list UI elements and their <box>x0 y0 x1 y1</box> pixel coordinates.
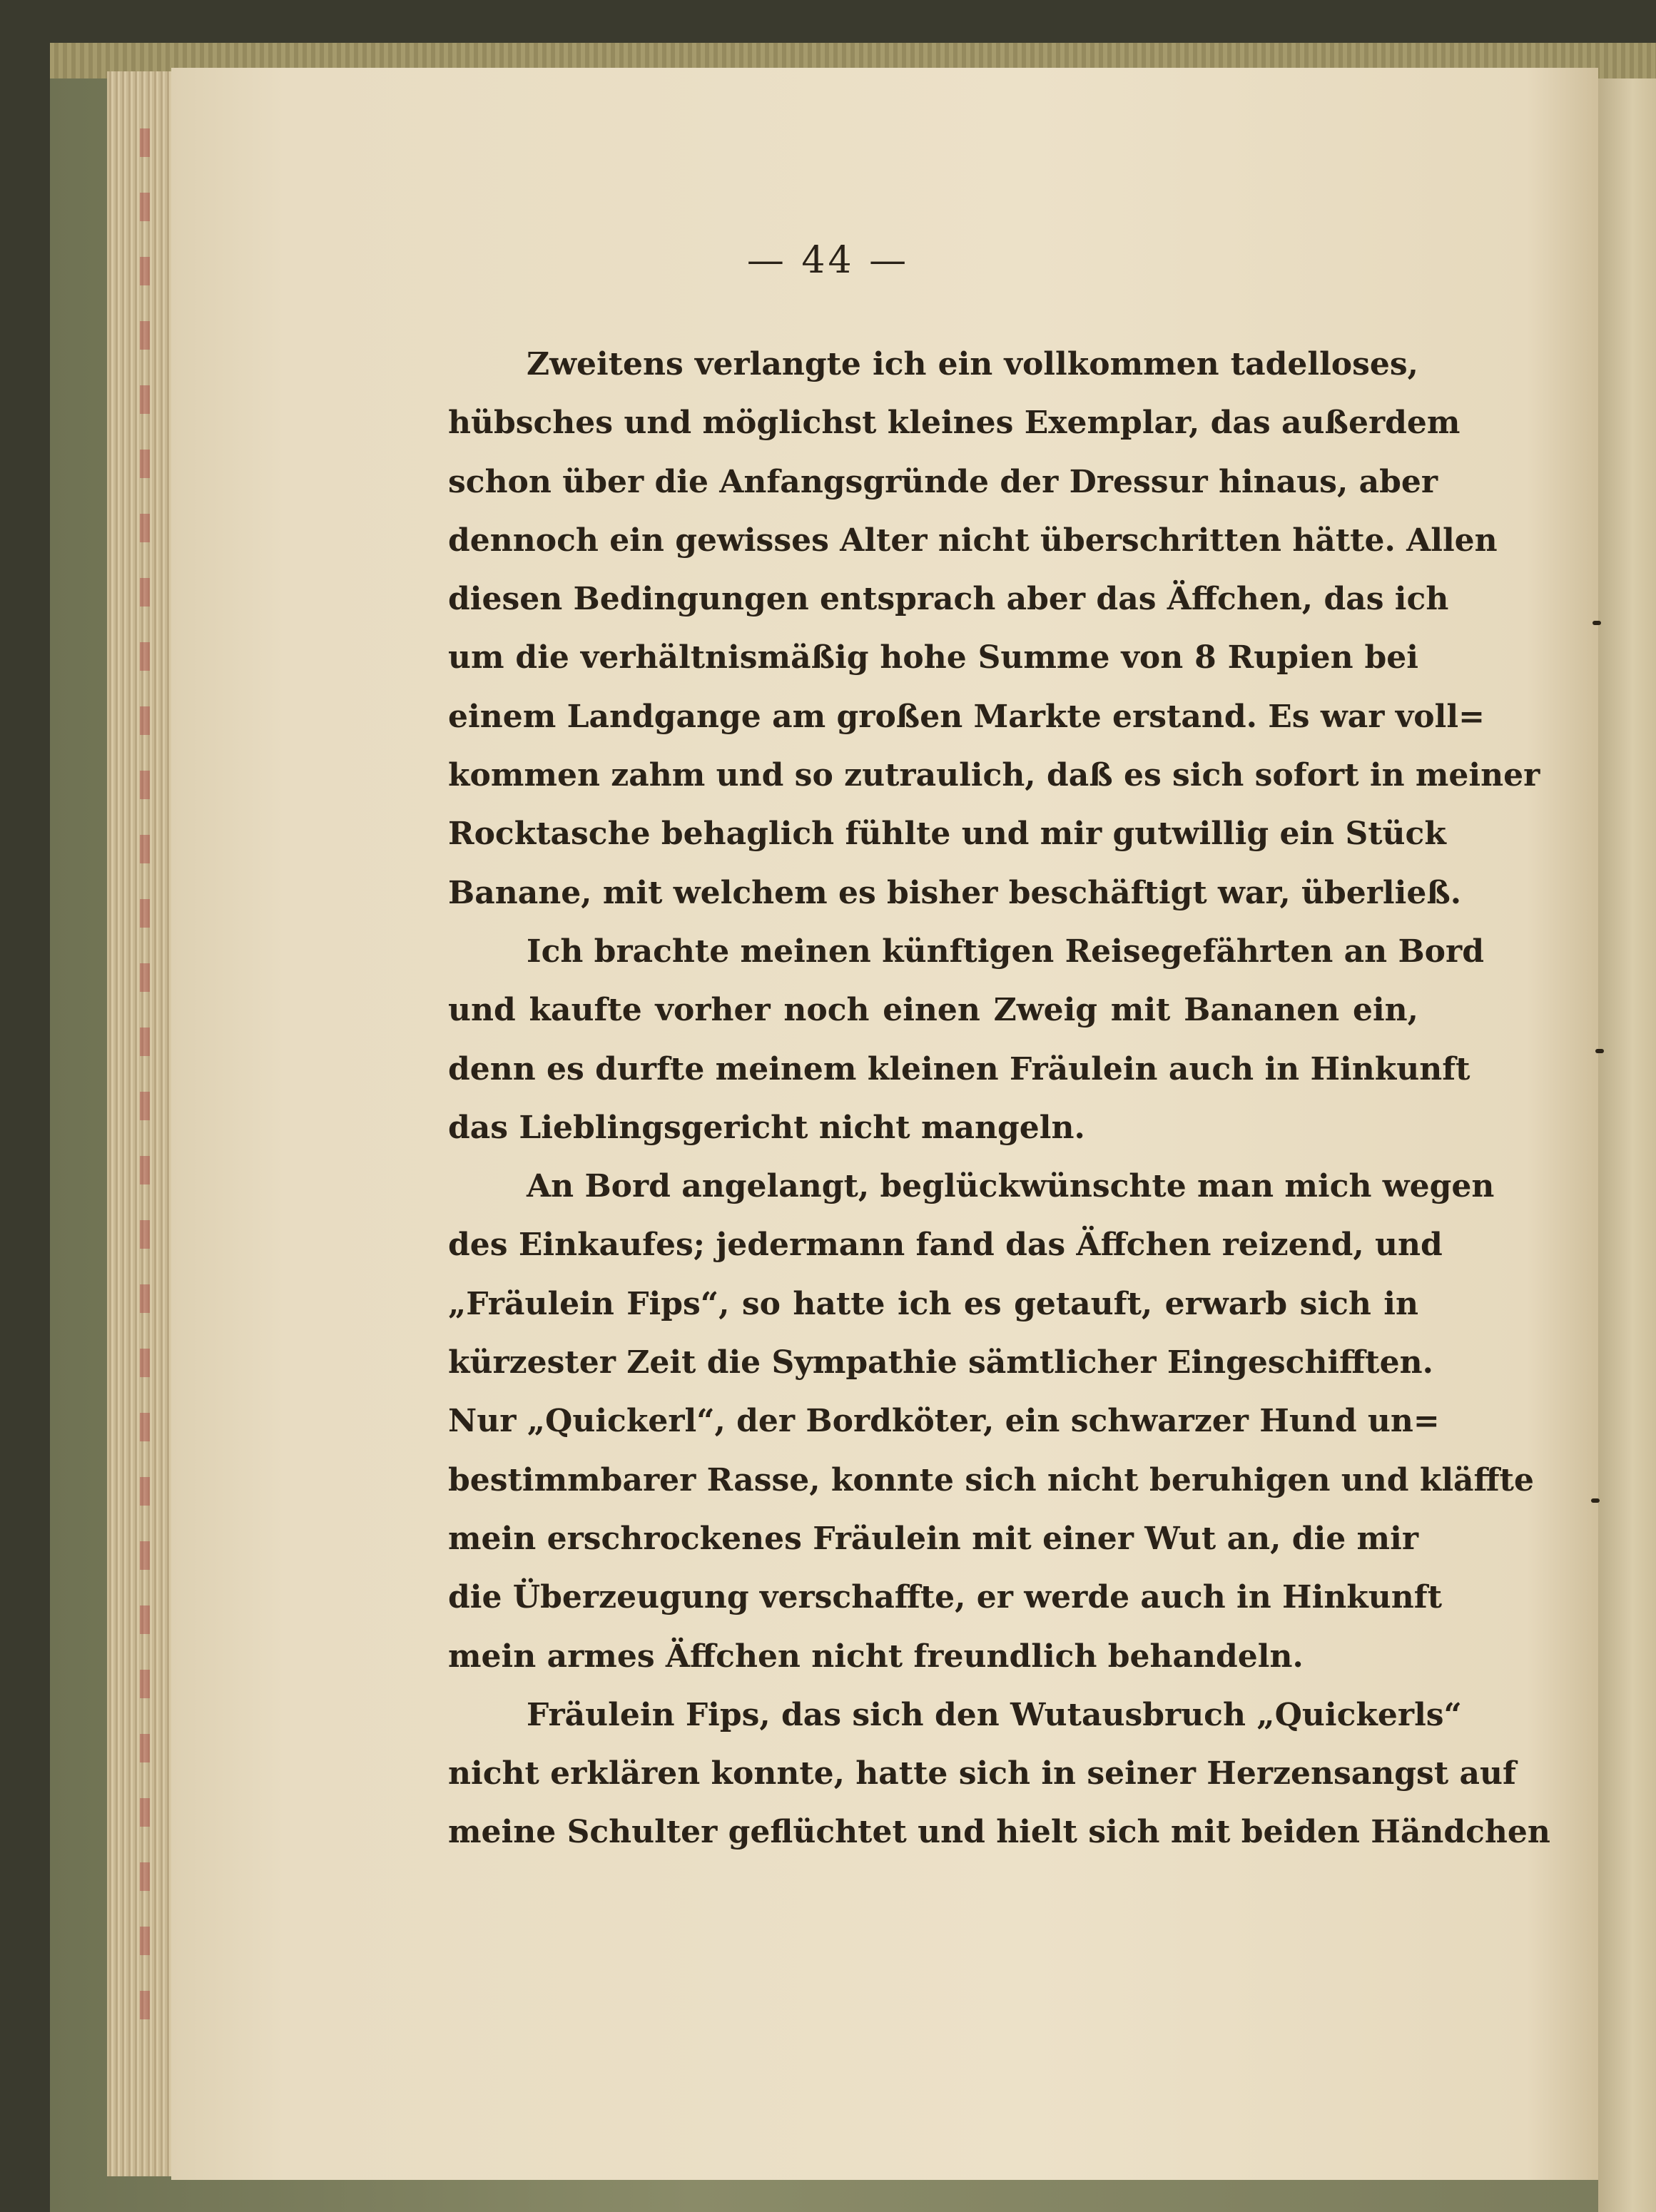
page-body-text <box>448 335 1550 1862</box>
text-line: schon über die Anfangsgründe der Dressur hinaus, aber <box>448 463 1438 500</box>
text-line: des Einkaufes; jedermann fand das Äffchen reizend, und <box>448 1227 1443 1264</box>
text-line: einem Landgange am großen Markte erstand. Es war voll= <box>448 698 1485 735</box>
next-page-edge <box>1598 78 1656 2212</box>
text-line: Banane, mit welchem es bisher beschäftigt war, überließ. <box>448 874 1462 911</box>
text-line: „Fräulein Fips“, so hatte ich es getauft, erwarb sich in <box>448 1285 1418 1322</box>
text-line: und kaufte vorher noch einen Zweig mit Bananen ein, <box>448 992 1418 1029</box>
text-line: um die verhältnismäßig hohe Summe von 8 Rupien bei <box>448 639 1418 676</box>
text-line: denn es durfte meinem kleinen Fräulein auch in Hinkunft <box>448 1050 1470 1087</box>
text-line: bestimmbarer Rasse, konnte sich nicht beruhigen und kläffte <box>448 1461 1534 1498</box>
text-line: Ich brachte meinen künftigen Reisegefährten an Bord <box>527 933 1484 970</box>
page-edges <box>107 71 171 2176</box>
page-edge-red-marks <box>140 128 150 2055</box>
text-line: meine Schulter geflüchtet und hielt sich mit beiden Händchen <box>448 1814 1550 1851</box>
ink-speck <box>1595 1049 1604 1053</box>
text-line: diesen Bedingungen entsprach aber das Äffchen, das ich <box>448 581 1449 618</box>
text-line: Zweitens verlangte ich ein vollkommen tadelloses, <box>527 346 1418 382</box>
page-number: — 44 — <box>746 239 910 282</box>
text-line: Nur „Quickerl“, der Bordköter, ein schwarzer Hund un= <box>448 1403 1440 1440</box>
ink-speck <box>1592 621 1601 625</box>
text-line: die Überzeugung verschaffte, er werde auch in Hinkunft <box>448 1579 1443 1616</box>
text-line: nicht erklären konnte, hatte sich in seiner Herzensangst auf <box>448 1755 1516 1792</box>
text-line: kommen zahm und so zutraulich, daß es sich sofort in meiner <box>448 757 1540 794</box>
text-line: Rocktasche behaglich fühlte und mir gutwillig ein Stück <box>448 816 1446 853</box>
text-line: hübsches und möglichst kleines Exemplar, das außerdem <box>448 405 1461 442</box>
ink-speck <box>1591 1498 1600 1503</box>
text-line: dennoch ein gewisses Alter nicht überschritten hätte. Allen <box>448 522 1498 559</box>
text-line: das Lieblingsgericht nicht mangeln. <box>448 1109 1085 1146</box>
text-line: kürzester Zeit die Sympathie sämtlicher Eingeschifften. <box>448 1344 1433 1381</box>
text-line: mein erschrockenes Fräulein mit einer Wut an, die mir <box>448 1520 1418 1557</box>
text-line: mein armes Äffchen nicht freundlich behandeln. <box>448 1638 1304 1675</box>
text-line: An Bord angelangt, beglückwünschte man mich wegen <box>527 1168 1495 1205</box>
text-line: Fräulein Fips, das sich den Wutausbruch „Quickerls“ <box>527 1696 1462 1733</box>
